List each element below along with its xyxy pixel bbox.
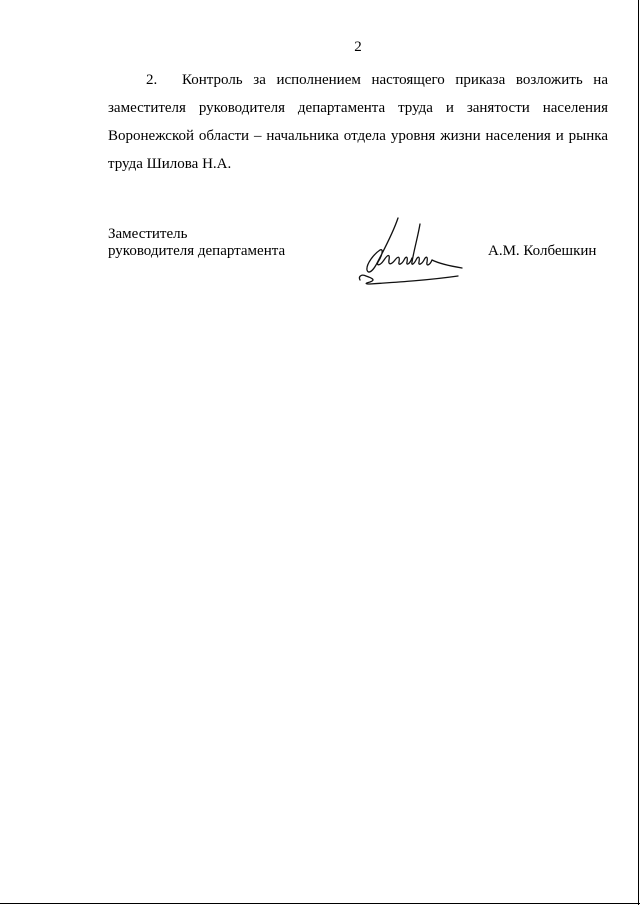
paragraph-line-2: заместителя руководителя департамента труда и занятости населения <box>108 100 608 116</box>
paragraph-line-4: труда Шилова Н.А. <box>108 156 232 172</box>
scan-edge-bottom <box>0 903 640 904</box>
handwritten-signature-image <box>340 210 470 288</box>
page-number: 2 <box>354 39 362 55</box>
paragraph-line-1-text: Контроль за исполнением настоящего приказа возложить на <box>182 72 608 88</box>
signer-name: А.М. Колбешкин <box>488 243 597 259</box>
signer-position-line-2: руководителя департамента <box>108 243 286 259</box>
paragraph-line-3: Воронежской области – начальника отдела уровня жизни населения и рынка <box>108 128 608 144</box>
scan-edge-right <box>638 0 639 905</box>
paragraph-line-1 <box>108 66 608 94</box>
item-number: 2. <box>146 72 158 88</box>
order-paragraph <box>108 66 608 178</box>
signer-position <box>108 226 285 260</box>
signer-position-line-1: Заместитель <box>108 226 188 242</box>
